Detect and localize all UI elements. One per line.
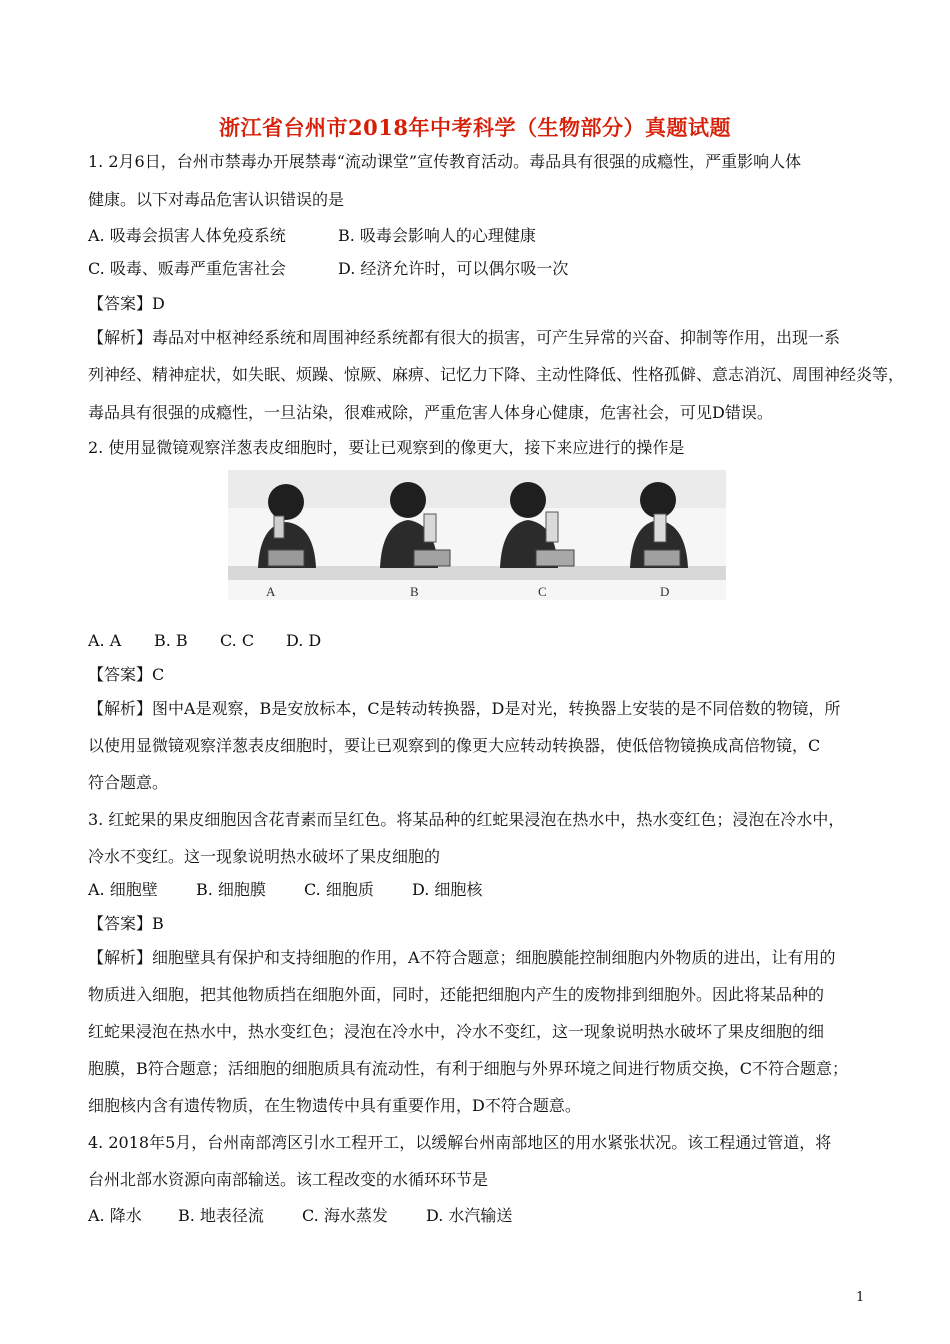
q3-explanation-line2: 物质进入细胞，把其他物质挡在细胞外面，同时，还能把细胞内产生的废物排到细胞外。因此将某品种的 bbox=[88, 985, 825, 1004]
photo-label-d: D bbox=[660, 584, 670, 599]
q3-explanation-line5: 细胞核内含有遗传物质，在生物遗传中具有重要作用，D不符合题意。 bbox=[88, 1096, 581, 1115]
photo-label-b: B bbox=[410, 584, 419, 599]
microscope-operation-photos bbox=[228, 470, 726, 600]
q4-options bbox=[88, 1206, 512, 1226]
q3-stem-line1: 3. 红蛇果的果皮细胞因含花青素而呈红色。将某品种的红蛇果浸泡在热水中，热水变红色；浸泡在冷水中， bbox=[88, 810, 845, 829]
q4-stem-line1: 4. 2018年5月，台州南部湾区引水工程开工，以缓解台州南部地区的用水紧张状况。该工程通过管道，将 bbox=[88, 1133, 832, 1152]
q2-options bbox=[88, 631, 321, 651]
q2-option-a: A. A bbox=[88, 631, 122, 650]
q2-option-d: D. D bbox=[286, 631, 322, 650]
q1-option-c: C. 吸毒、贩毒严重危害社会 bbox=[88, 259, 286, 278]
q3-option-b: B. 细胞膜 bbox=[196, 880, 266, 899]
q3-answer: 【答案】B bbox=[88, 914, 164, 933]
q4-option-d: D. 水汽输送 bbox=[426, 1206, 513, 1225]
q1-explanation-line2: 列神经、精神症状，如失眠、烦躁、惊厥、麻痹、记忆力下降、主动性降低、性格孤僻、意志消沉、周围神经炎等， bbox=[88, 365, 905, 384]
q1-stem-line1: 1. 2月6日，台州市禁毒办开展禁毒“流动课堂”宣传教育活动。毒品具有很强的成瘾性，严重影响人体 bbox=[88, 152, 802, 171]
q1-option-a: A. 吸毒会损害人体免疫系统 bbox=[88, 226, 286, 245]
q2-stem: 2. 使用显微镜观察洋葱表皮细胞时，要让已观察到的像更大，接下来应进行的操作是 bbox=[88, 438, 685, 457]
page-number: 1 bbox=[856, 1290, 865, 1305]
photo-label-a: A bbox=[266, 584, 276, 599]
q1-explanation-line3: 毒品具有很强的成瘾性，一旦沾染，很难戒除，严重危害人体身心健康，危害社会，可见D错误。 bbox=[88, 403, 773, 422]
q3-stem-line2: 冷水不变红。这一现象说明热水破坏了果皮细胞的 bbox=[88, 847, 441, 866]
q3-explanation-line3: 红蛇果浸泡在热水中，热水变红色；浸泡在冷水中，冷水不变红，这一现象说明热水破坏了果皮细胞的细 bbox=[88, 1022, 825, 1041]
q3-option-a: A. 细胞壁 bbox=[88, 880, 158, 899]
page-title: 浙江省台州市2018年中考科学（生物部分）真题试题 bbox=[219, 115, 731, 140]
q2-explanation-line1: 【解析】图中A是观察，B是安放标本，C是转动转换器，D是对光，转换器上安装的是不同倍数的物镜，所 bbox=[88, 699, 841, 718]
q3-options bbox=[88, 880, 482, 900]
q4-option-c: C. 海水蒸发 bbox=[302, 1206, 388, 1225]
q2-explanation-line2: 以使用显微镜观察洋葱表皮细胞时，要让已观察到的像更大应转动转换器，使低倍物镜换成高倍物镜，C bbox=[88, 736, 821, 755]
q2-option-c: C. C bbox=[220, 631, 255, 650]
q1-answer: 【答案】D bbox=[88, 294, 165, 313]
q2-explanation-line3: 符合题意。 bbox=[88, 773, 169, 792]
q1-explanation-line1: 【解析】毒品对中枢神经系统和周围神经系统都有很大的损害，可产生异常的兴奋、抑制等作用，出现一系 bbox=[88, 328, 841, 347]
q2-answer: 【答案】C bbox=[88, 665, 165, 684]
q3-explanation-line1: 【解析】细胞壁具有保护和支持细胞的作用，A不符合题意；细胞膜能控制细胞内外物质的进出，让有用的 bbox=[88, 948, 836, 967]
q1-option-b: B. 吸毒会影响人的心理健康 bbox=[338, 226, 536, 245]
q4-option-a: A. 降水 bbox=[88, 1206, 142, 1225]
q3-option-d: D. 细胞核 bbox=[412, 880, 483, 899]
q1-option-d: D. 经济允许时，可以偶尔吸一次 bbox=[338, 259, 569, 278]
q3-explanation-line4: 胞膜，B符合题意；活细胞的细胞质具有流动性，有利于细胞与外界环境之间进行物质交换，C不符合题意； bbox=[88, 1059, 849, 1078]
photo-label-c: C bbox=[538, 584, 547, 599]
q1-stem-line2: 健康。以下对毒品危害认识错误的是 bbox=[88, 190, 345, 209]
q4-option-b: B. 地表径流 bbox=[178, 1206, 264, 1225]
q1-options-row2 bbox=[88, 259, 568, 279]
q2-option-b: B. B bbox=[154, 631, 188, 650]
q1-options-row1 bbox=[88, 226, 536, 246]
q4-stem-line2: 台州北部水资源向南部输送。该工程改变的水循环环节是 bbox=[88, 1170, 489, 1189]
q3-option-c: C. 细胞质 bbox=[304, 880, 374, 899]
